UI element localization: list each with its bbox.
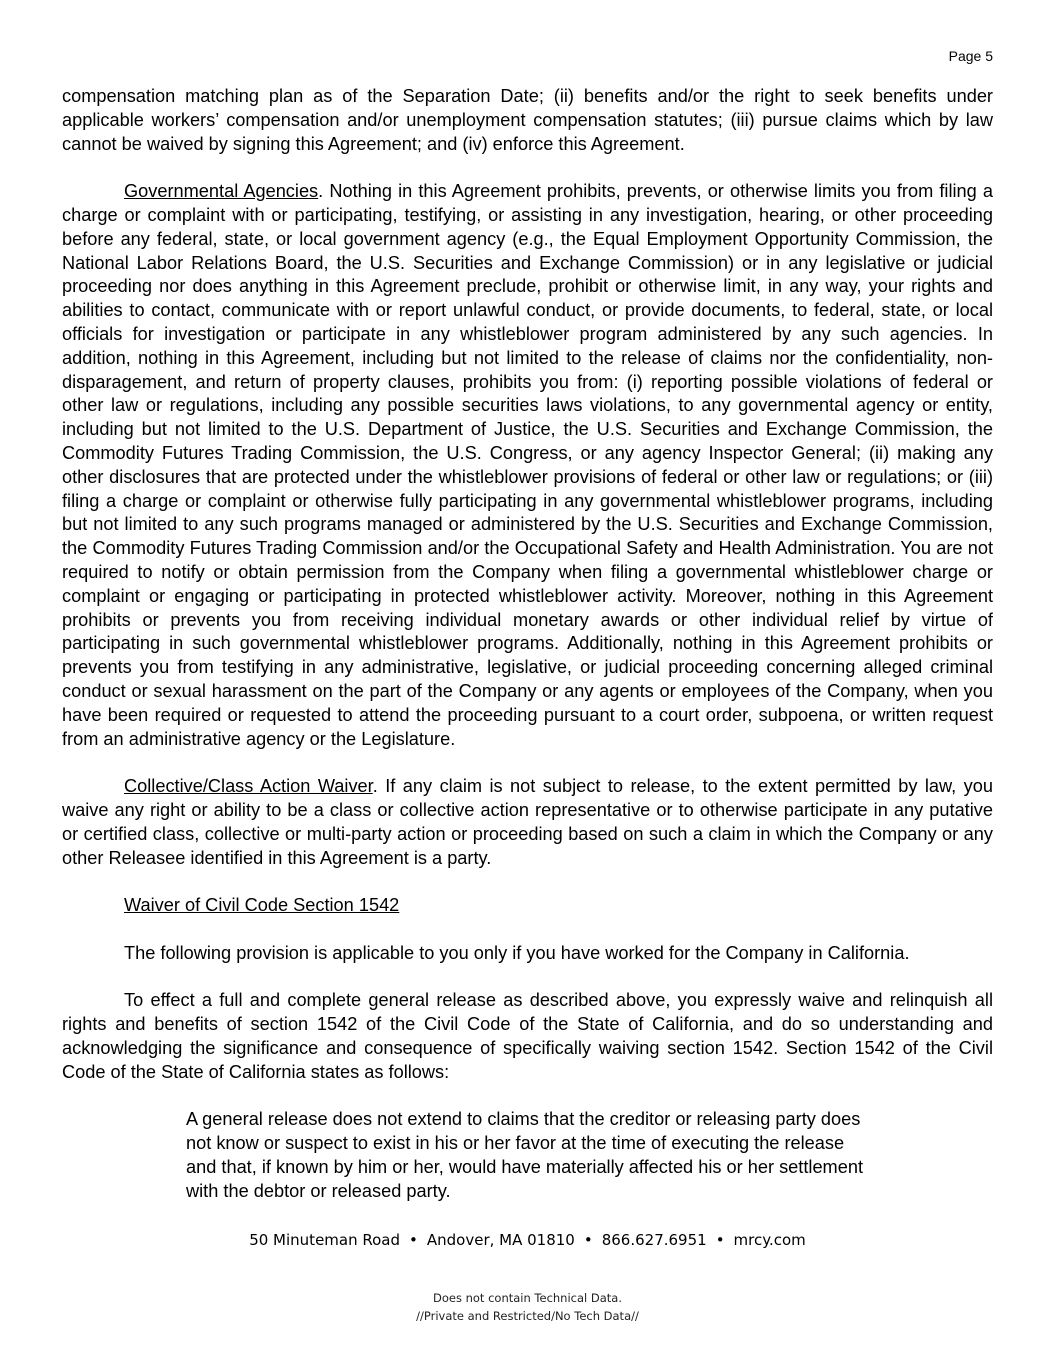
document-body <box>62 85 993 1203</box>
footer-city: Andover, MA 01810 <box>426 1231 575 1249</box>
footer-street: 50 Minuteman Road <box>249 1231 401 1249</box>
footer-notes <box>0 1289 1055 1325</box>
footer-bullet: • <box>715 1231 725 1249</box>
class-action-waiver-text: . If any claim is not subject to release, to the extent permitted by law, you waive any right or ability to be a class or collective action representative or to otherwise participate in any putative or certified class, collective or multi-party action or proceeding based on such a claim in which the Company or any other Releasee identified in this Agreement is a party. <box>62 776 993 868</box>
footer-address <box>0 1229 1055 1251</box>
paragraph-release-exceptions: compensation matching plan as of the Separation Date; (ii) benefits and/or the right to seek benefits under applicable workers’ compensation and/or unemployment compensation statutes; (iii) pursue claims which by law cannot be waived by signing this Agreement; and (iv) enforce this Agreement. <box>62 86 993 154</box>
paragraph-section-1542-waiver: To effect a full and complete general release as described above, you expressly waive and relinquish all rights and benefits of section 1542 of the Civil Code of the State of California, and do so understanding and acknowledging the significance and consequence of specifically waiving section 1542. Section 1542 of the Civil Code of the State of California states as follows: <box>62 990 993 1082</box>
footer-bullet: • <box>583 1231 593 1249</box>
section-heading-civil-code-1542: Waiver of Civil Code Section 1542 <box>124 895 400 916</box>
page-number: Page 5 <box>948 48 993 64</box>
footer-bullet: • <box>409 1231 418 1249</box>
footer-technical-data-note: Does not contain Technical Data. <box>432 1291 623 1305</box>
section-heading-governmental-agencies: Governmental Agencies <box>124 181 319 202</box>
paragraph-class-action-waiver <box>62 775 993 870</box>
section-1542-quote: A general release does not extend to claims that the creditor or releasing party does not know or suspect to exist in his or her favor at the time of executing the release and that, if known by him or her, would have materially affected his or her settlement with the debtor or released party. <box>186 1109 863 1201</box>
paragraph-california-applicability: The following provision is applicable to you only if you have worked for the Company in California. <box>124 942 910 963</box>
footer-website: mrcy.com <box>733 1231 806 1249</box>
governmental-agencies-text: . Nothing in this Agreement prohibits, prevents, or otherwise limits you from filing a charge or complaint with or participating, testifying, or assisting in any investigation, hearing, or other proceeding before any federal, state, or local government agency (e.g., the Equal Employment Opportunity Commission, the National Labor Relations Board, the U.S. Securities and Exchange Commission) or in any legislative or judicial proceeding nor does anything in this Agreement preclude, prohibit or otherwise limit, in any way, your rights and abilities to contact, communicate with or report unlawful conduct, or provide documents, to federal, state, or local officials for investigation or participate in any whistleblower program administered by any such agencies. In addition, nothing in this Agreement, including but not limited to the release of claims nor the confidentiality, non-disparagement, and return of property clauses, prohibits you from: (i) reporting possible violations of federal or other law or regulations, including any possible securities laws violations, to any governmental agency or entity, including but not limited to the U.S. Department of Justice, the U.S. Securities and Exchange Commission, the Commodity Futures Trading Commission, the U.S. Congress, or any agency Inspector General; (ii) making any other disclosures that are protected under the whistleblower provisions of federal or other law or regulations; or (iii) filing a charge or complaint or otherwise fully participating in any governmental whistleblower programs, including but not limited to any such programs managed or administered by the U.S. Securities and Exchange Commission, the Commodity Futures Trading Commission and/or the Occupational Safety and Health Administration. You are not required to notify or obtain permission from the Company when filing a governmental whistleblower charge or complaint or engaging or participating in protected whistleblower activity. Moreover, nothing in this Agreement prohibits or prevents you from receiving individual monetary awards or other individual relief by virtue of participating in such governmental whistleblower programs. Additionally, nothing in this Agreement prohibits or prevents you from testifying in any administrative, legislative, or judicial proceeding concerning alleged criminal conduct or sexual harassment on the part of the Company or any agents or employees of the Company, when you have been required or requested to attend the proceeding pursuant to a court order, subpoena, or written request from an administrative agency or the Legislature. <box>62 181 993 749</box>
footer-phone: 866.627.6951 <box>601 1231 707 1249</box>
footer-classification-note: //Private and Restricted/No Tech Data// <box>416 1309 639 1323</box>
paragraph-civil-code-heading <box>62 894 993 918</box>
section-heading-class-action-waiver: Collective/Class Action Waiver <box>124 776 373 797</box>
paragraph-governmental-agencies <box>62 180 993 751</box>
